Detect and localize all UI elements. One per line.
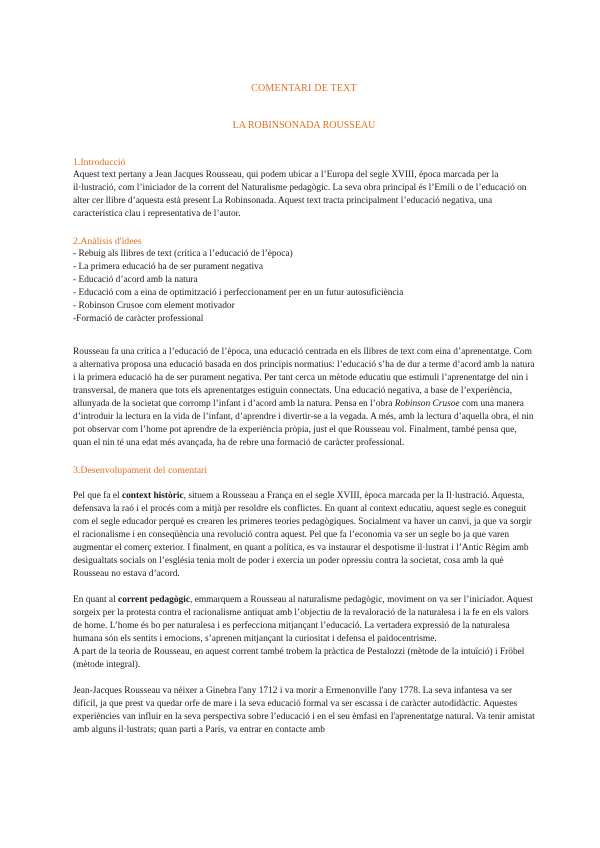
current-text-before: En quant al [73, 595, 116, 605]
introduction-paragraph: Aquest text pertany a Jean Jacques Rousseau, qui podem ubicar a l’Europa del segle XVIII, època marcada per la il·lustració, com l’iniciador de la corrent del Naturalisme pedagògic. La seva obra principal és l’Emili o de l’educació on alter cer llibre d’aquesta està present La Robinsonada. Aquest text tracta principalment l’educació negativa, una característica clau i representativa de l’autor. [73, 170, 527, 219]
ideas-list [73, 248, 535, 326]
context-text-after: , situem a Rousseau a França en el segle XVIII, època marcada per la Il·lustració. Aquesta, defensava la raó i el procés com a mitjà per resoldre els conflictes. En quant al context educatiu, aquest segle es coneguit com el segle educador perquè es crearen les primeres teories pedagògiques. Socialment va haver un canvi, ja que va sorgir el racionalisme i en conseqüència una revolució contra aquest. Pel que fa l’economia va ser un segle bo ja que varen augmentar el comerç exterior. I finalment, en quant a política, es va instaurar el despotisme il·lustrat i l’Antic Règim amb desigualtats socials on l’església tenia molt de poder i exercia un poder opressiu contra la societat, cosa amb la què Rousseau no estava d’acord. [73, 491, 532, 579]
list-item: - Educació d’acord amb la natura [73, 275, 198, 285]
list-item: -Formació de caràcter professional [73, 314, 204, 324]
analysis-text-before: Rousseau fa una crítica a l’educació de l’època, una educació centrada en els llibres de text com eina d’aprenentatge. Com a alternativa proposa una educació basada en dos principis normatius: l’educació s’ha de dur a terme d’acord amb la natura i la primera educació ha de ser purament negativa. Per tant cerca un mètode educatiu que estimuli l’aprenentatge del nin i transversal, de manera que tots els aprenentatges estiguin connectats. Una educació negativa, a base de l’experiència, allunyada de la societat que corromp l’infant i d’acord amb la natura. Pensa en l’obra [73, 347, 535, 409]
current-text-after: , emmarquem a Rousseau al naturalisme pedagògic, moviment on va ser l’iniciador. Aquest sorgeix per la protesta contra el racionalisme antiquat amb l’objectiu de la revaloració de la naturalesa i la fe en els valors de home. L’home és bo per naturalesa i es perfecciona mitjançant l’educació. La vertadera expressió de la naturalesa humana són els sentits i emocions, s’aprenen mitjançant la curiositat i defensa el paidocentrisme. [73, 595, 533, 644]
document-title: COMENTARI DE TEXT [251, 83, 357, 94]
document-subtitle: LA ROBINSONADA ROUSSEAU [232, 120, 376, 131]
pedagogical-current-paragraph [73, 594, 535, 646]
analysis-text-after: com una manera d’introduir la lectura en la vida de l’infant, d’aprendre i divertir-se a la vegada. A més, amb la lectura d’aquella obra, el nin pot observar com l’home pot aprendre de la experiència pròpia, just el que Rousseau vol. Finalment, també pensa que, quan el nin té una edat més avançada, ha de rebre una formació de caràcter professional. [73, 399, 534, 448]
section-heading-development: 3.Desenvolupament del comentari [73, 465, 208, 476]
list-item: - La primera educació ha de ser purament negativa [73, 262, 264, 272]
document-body [73, 82, 535, 737]
section-heading-introduction: 1.Introducció [73, 157, 126, 168]
list-item: - Robinson Crusoe com element motivador [73, 301, 235, 311]
historical-context-paragraph [73, 490, 535, 581]
pestalozzi-frobel-paragraph: A part de la teoria de Rousseau, en aquest corrent també trobem la pràctica de Pestalozzi (mètode de la intuïció) i Fröbel (mètode integral). [73, 647, 525, 670]
context-bold-term: context històric [121, 491, 184, 501]
context-text-before: Pel que fa el [73, 491, 120, 501]
analysis-paragraph [73, 346, 535, 450]
list-item: - Rebuig als llibres de text (crítica a l’educació de l’època) [73, 249, 293, 259]
biography-paragraph: Jean-Jacques Rousseau va néixer a Ginebra l'any 1712 i va morir a Ermenonville l'any 1778. La seva infantesa va ser difícil, ja que prest va quedar orfe de mare i la seva educació formal va ser escassa i de caràcter autodidàctic. Aquestes experiències van influir en la seva perspectiva sobre l’educació i en el seu èmfasi en l'aprenentatge natural. Va tenir amistat amb alguns il·lustrats; quan parti a París, va entrar en contacte amb [73, 686, 535, 735]
section-heading-analysis: 2.Anàlisis d'idees [73, 236, 142, 247]
list-item: - Educació com a eina de optimització i perfeccionament per en un futur autosuficiència [73, 288, 404, 298]
current-bold-term: corrent pedagògic [118, 595, 190, 605]
book-title-emphasis: Robinson Crusoe [394, 399, 460, 409]
